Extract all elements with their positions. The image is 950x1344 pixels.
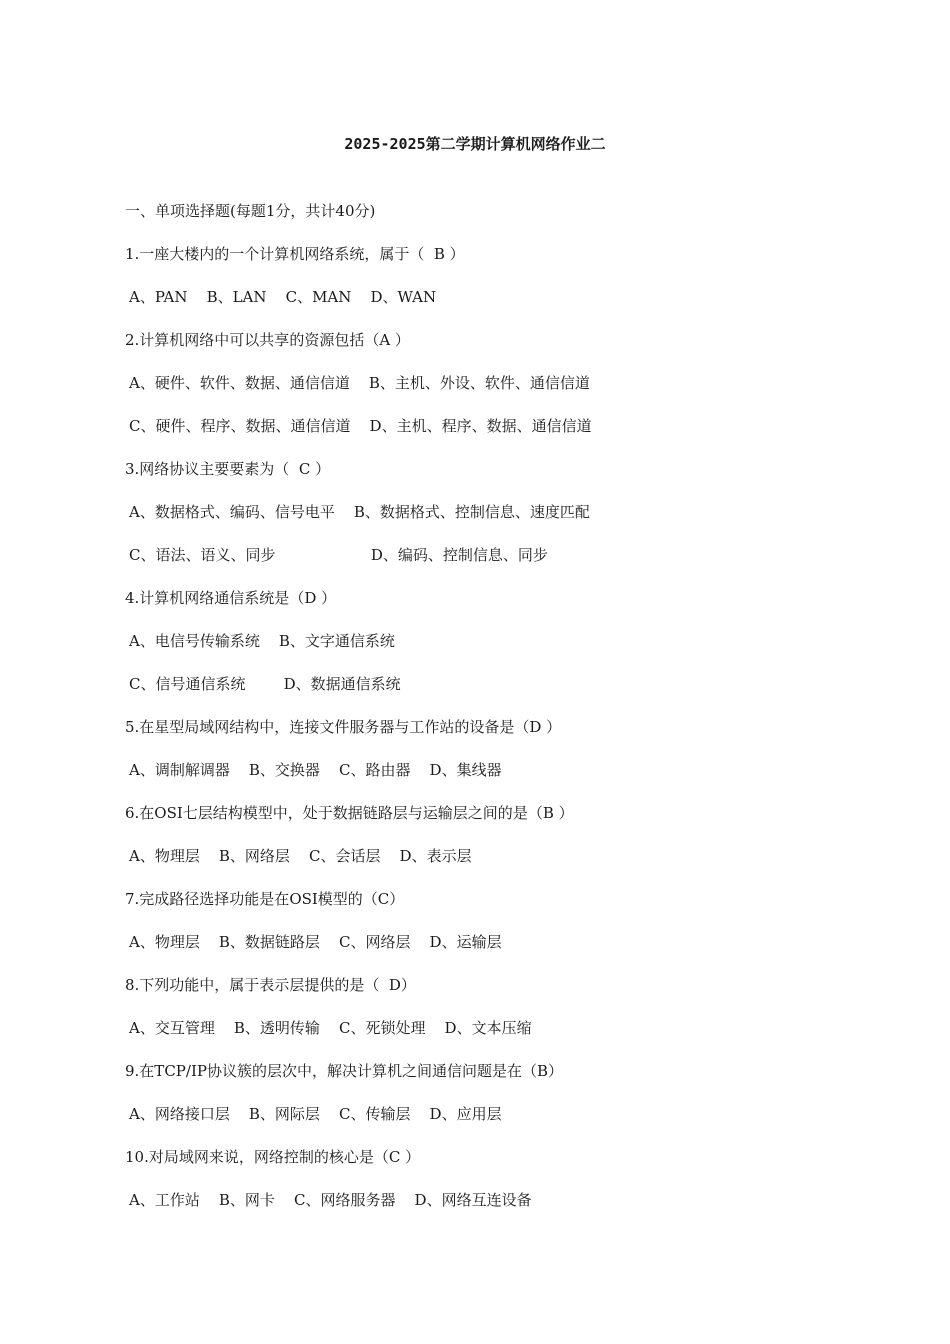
question-3: 3.网络协议主要要素为（ C ） [125, 460, 331, 478]
question-8: 8.下列功能中，属于表示层提供的是（ D） [125, 976, 416, 994]
question-4-options-2: C、信号通信系统 D、数据通信系统 [129, 675, 401, 693]
section-heading: 一、单项选择题(每题1分，共计40分) [125, 202, 376, 220]
question-9-options: A、网络接口层 B、网际层 C、传输层 D、应用层 [129, 1105, 502, 1123]
question-4-options-1: A、电信号传输系统 B、文字通信系统 [129, 632, 395, 650]
question-10-options: A、工作站 B、网卡 C、网络服务器 D、网络互连设备 [129, 1191, 532, 1209]
question-list [125, 198, 825, 1230]
question-10: 10.对局域网来说，网络控制的核心是（C ） [125, 1148, 421, 1166]
question-2: 2.计算机网络中可以共享的资源包括（A ） [125, 331, 410, 349]
question-3-options-2: C、语法、语义、同步 D、编码、控制信息、同步 [129, 546, 548, 564]
question-2-options-1: A、硬件、软件、数据、通信信道 B、主机、外设、软件、通信信道 [129, 374, 590, 392]
question-4: 4.计算机网络通信系统是（D ） [125, 589, 337, 607]
page-title: 2025-2025第二学期计算机网络作业二 [344, 135, 606, 153]
question-6-options: A、物理层 B、网络层 C、会话层 D、表示层 [129, 847, 472, 865]
question-9: 9.在TCP/IP协议簇的层次中，解决计算机之间通信问题是在（B） [125, 1062, 563, 1080]
question-8-options: A、交互管理 B、透明传输 C、死锁处理 D、文本压缩 [129, 1019, 532, 1037]
question-1: 1.一座大楼内的一个计算机网络系统，属于（ B ） [125, 245, 465, 263]
question-5: 5.在星型局域网结构中，连接文件服务器与工作站的设备是（D ） [125, 718, 562, 736]
question-7: 7.完成路径选择功能是在OSI模型的（C） [125, 890, 405, 908]
question-1-options: A、PAN B、LAN C、MAN D、WAN [129, 288, 437, 306]
question-3-options-1: A、数据格式、编码、信号电平 B、数据格式、控制信息、速度匹配 [129, 503, 590, 521]
question-6: 6.在OSI七层结构模型中，处于数据链路层与运输层之间的是（B ） [125, 804, 574, 822]
question-2-options-2: C、硬件、程序、数据、通信信道 D、主机、程序、数据、通信信道 [129, 417, 592, 435]
question-5-options: A、调制解调器 B、交换器 C、路由器 D、集线器 [129, 761, 502, 779]
question-7-options: A、物理层 B、数据链路层 C、网络层 D、运输层 [129, 933, 502, 951]
